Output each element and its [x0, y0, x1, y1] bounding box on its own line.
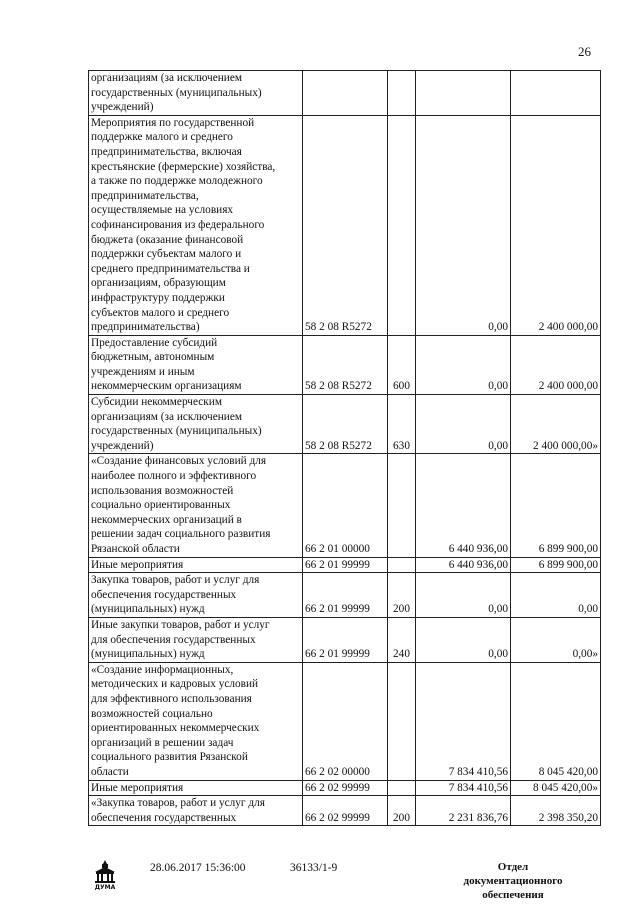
row-value-2: 6 899 900,00 [511, 454, 601, 557]
row-name-line: субъектов малого и среднего [91, 306, 230, 319]
row-code: 66 2 02 99999 [303, 780, 388, 796]
row-name-line: учреждениям и иным [91, 365, 195, 378]
row-value-1: 6 440 936,00 [416, 557, 511, 573]
table-row [89, 335, 601, 394]
table-row [89, 662, 601, 780]
row-name [89, 115, 303, 335]
row-name-line: возможностей социально [91, 707, 213, 720]
row-name [89, 557, 303, 573]
footer-doc-number: 36133/1-9 [290, 862, 338, 874]
row-name [89, 780, 303, 796]
budget-table [88, 70, 601, 826]
row-type: 200 [388, 796, 416, 826]
row-type [388, 115, 416, 335]
row-value-2: 8 045 420,00» [511, 780, 601, 796]
page-footer [0, 858, 640, 901]
row-name-line: Иные закупки товаров, работ и услуг [91, 618, 270, 631]
row-name-line: некоммерческих организаций в [91, 513, 242, 526]
row-name-line: Иные мероприятия [91, 781, 184, 794]
row-name-line: Предоставление субсидий [91, 336, 218, 349]
row-code: 66 2 01 99999 [303, 573, 388, 618]
row-name [89, 71, 303, 116]
row-name-line: Рязанской области [91, 543, 180, 555]
footer-department-line2: обеспечения [482, 889, 544, 901]
row-name-line: использования возможностей [91, 484, 234, 497]
row-code: 58 2 08 R5272 [303, 335, 388, 394]
row-type [388, 557, 416, 573]
row-type: 630 [388, 395, 416, 454]
row-name-line: поддержки субъектам малого и [91, 248, 242, 261]
row-value-2: 6 899 900,00 [511, 557, 601, 573]
row-value-2: 2 400 000,00» [511, 395, 601, 454]
row-name-line: бюджета (оказание финансовой [91, 233, 244, 246]
row-name-line: для обеспечения государственных [91, 633, 256, 646]
table-row [89, 115, 601, 335]
row-value-1: 6 440 936,00 [416, 454, 511, 557]
budget-table-body [89, 71, 601, 826]
row-name-line: методических и кадровых условий [91, 678, 259, 691]
row-name-line: среднего предпринимательства и [91, 262, 250, 275]
row-name [89, 395, 303, 454]
row-code: 66 2 02 00000 [303, 662, 388, 780]
row-value-1: 0,00 [416, 617, 511, 662]
table-row [89, 395, 601, 454]
row-name-line: Закупка товаров, работ и услуг для [91, 574, 260, 587]
row-type: 600 [388, 335, 416, 394]
row-name-line: учреждений) [91, 439, 154, 452]
row-name-line: осуществляемые на условиях [91, 204, 234, 217]
row-name-line: (муниципальных) нужд [91, 603, 205, 616]
row-type: 240 [388, 617, 416, 662]
row-name-line: ориентированных некоммерческих [91, 722, 260, 735]
footer-department [448, 860, 578, 902]
row-name-line: для эффективного использования [91, 692, 252, 705]
row-type [388, 454, 416, 557]
row-name [89, 662, 303, 780]
row-name [89, 335, 303, 394]
page-number: 26 [578, 44, 591, 59]
row-name [89, 796, 303, 826]
table-row [89, 573, 601, 618]
row-value-1: 2 231 836,76 [416, 796, 511, 826]
row-type [388, 71, 416, 116]
row-name [89, 454, 303, 557]
row-name-line: (муниципальных) нужд [91, 648, 205, 661]
row-code: 66 2 01 99999 [303, 557, 388, 573]
row-name-line: «Создание финансовых условий для [91, 455, 267, 468]
row-value-1: 0,00 [416, 335, 511, 394]
table-row [89, 71, 601, 116]
row-value-2: 8 045 420,00 [511, 662, 601, 780]
row-name-line: организациям (за исключением [91, 410, 242, 423]
row-name-line: решении задач социального развития [91, 528, 271, 541]
row-name-line: организациям (за исключением [91, 72, 242, 84]
row-code: 66 2 02 99999 [303, 796, 388, 826]
row-code [303, 71, 388, 116]
row-name-line: наиболее полного и эффективного [91, 470, 257, 483]
row-name [89, 573, 303, 618]
row-value-1: 7 834 410,56 [416, 662, 511, 780]
row-name-line: организациям, образующим [91, 277, 226, 290]
row-name-line: бюджетным, автономным [91, 351, 215, 364]
row-value-2: 0,00» [511, 617, 601, 662]
footer-department-line1: Отдел документационного [463, 861, 563, 887]
table-row [89, 557, 601, 573]
row-value-1: 0,00 [416, 395, 511, 454]
row-name-line: социального развития Рязанской [91, 751, 248, 764]
row-name [89, 617, 303, 662]
row-value-1: 0,00 [416, 573, 511, 618]
table-row [89, 796, 601, 826]
row-name-line: области [91, 765, 129, 778]
table-row [89, 780, 601, 796]
row-value-2: 2 400 000,00 [511, 335, 601, 394]
footer-timestamp: 28.06.2017 15:36:00 [150, 862, 246, 874]
row-name-line: предпринимательства) [91, 321, 200, 334]
duma-building-icon [92, 858, 118, 890]
row-name-line: учреждений) [91, 101, 154, 114]
row-name-line: инфраструктуру поддержки [91, 291, 225, 304]
row-name-line: а также по поддержке молодежного [91, 175, 263, 188]
row-type: 200 [388, 573, 416, 618]
row-code: 66 2 01 00000 [303, 454, 388, 557]
table-row [89, 454, 601, 557]
row-name-line: софинансирования из федерального [91, 218, 265, 231]
row-name-line: предпринимательства, [91, 189, 199, 202]
logo-text: ДУМА [94, 884, 116, 890]
row-value-2: 2 400 000,00 [511, 115, 601, 335]
row-name-line: организаций в решении задач [91, 736, 234, 749]
row-code: 58 2 08 R5272 [303, 115, 388, 335]
row-code: 66 2 01 99999 [303, 617, 388, 662]
row-name-line: «Создание информационных, [91, 663, 234, 676]
row-name-line: государственных (муниципальных) [91, 425, 262, 438]
row-name-line: поддержке малого и среднего [91, 131, 233, 144]
row-name-line: обеспечения государственных [91, 588, 237, 601]
row-name-line: Мероприятия по государственной [91, 116, 255, 129]
row-name-line: некоммерческим организациям [91, 380, 242, 393]
row-name-line: предпринимательства, включая [91, 145, 242, 158]
row-code: 58 2 08 R5272 [303, 395, 388, 454]
row-value-1: 0,00 [416, 115, 511, 335]
row-name-line: крестьянские (фермерские) хозяйства, [91, 160, 276, 173]
row-name-line: Иные мероприятия [91, 558, 184, 571]
row-name-line: социально ориентированных [91, 499, 231, 512]
row-type [388, 780, 416, 796]
table-row [89, 617, 601, 662]
row-type [388, 662, 416, 780]
row-name-line: государственных (муниципальных) [91, 86, 262, 99]
row-value-2 [511, 71, 601, 116]
row-value-1 [416, 71, 511, 116]
row-name-line: обеспечения государственных [91, 811, 237, 824]
row-name-line: Субсидии некоммерческим [91, 396, 222, 409]
row-value-1: 7 834 410,56 [416, 780, 511, 796]
row-value-2: 2 398 350,20 [511, 796, 601, 826]
row-name-line: «Закупка товаров, работ и услуг для [91, 797, 265, 810]
row-value-2: 0,00 [511, 573, 601, 618]
